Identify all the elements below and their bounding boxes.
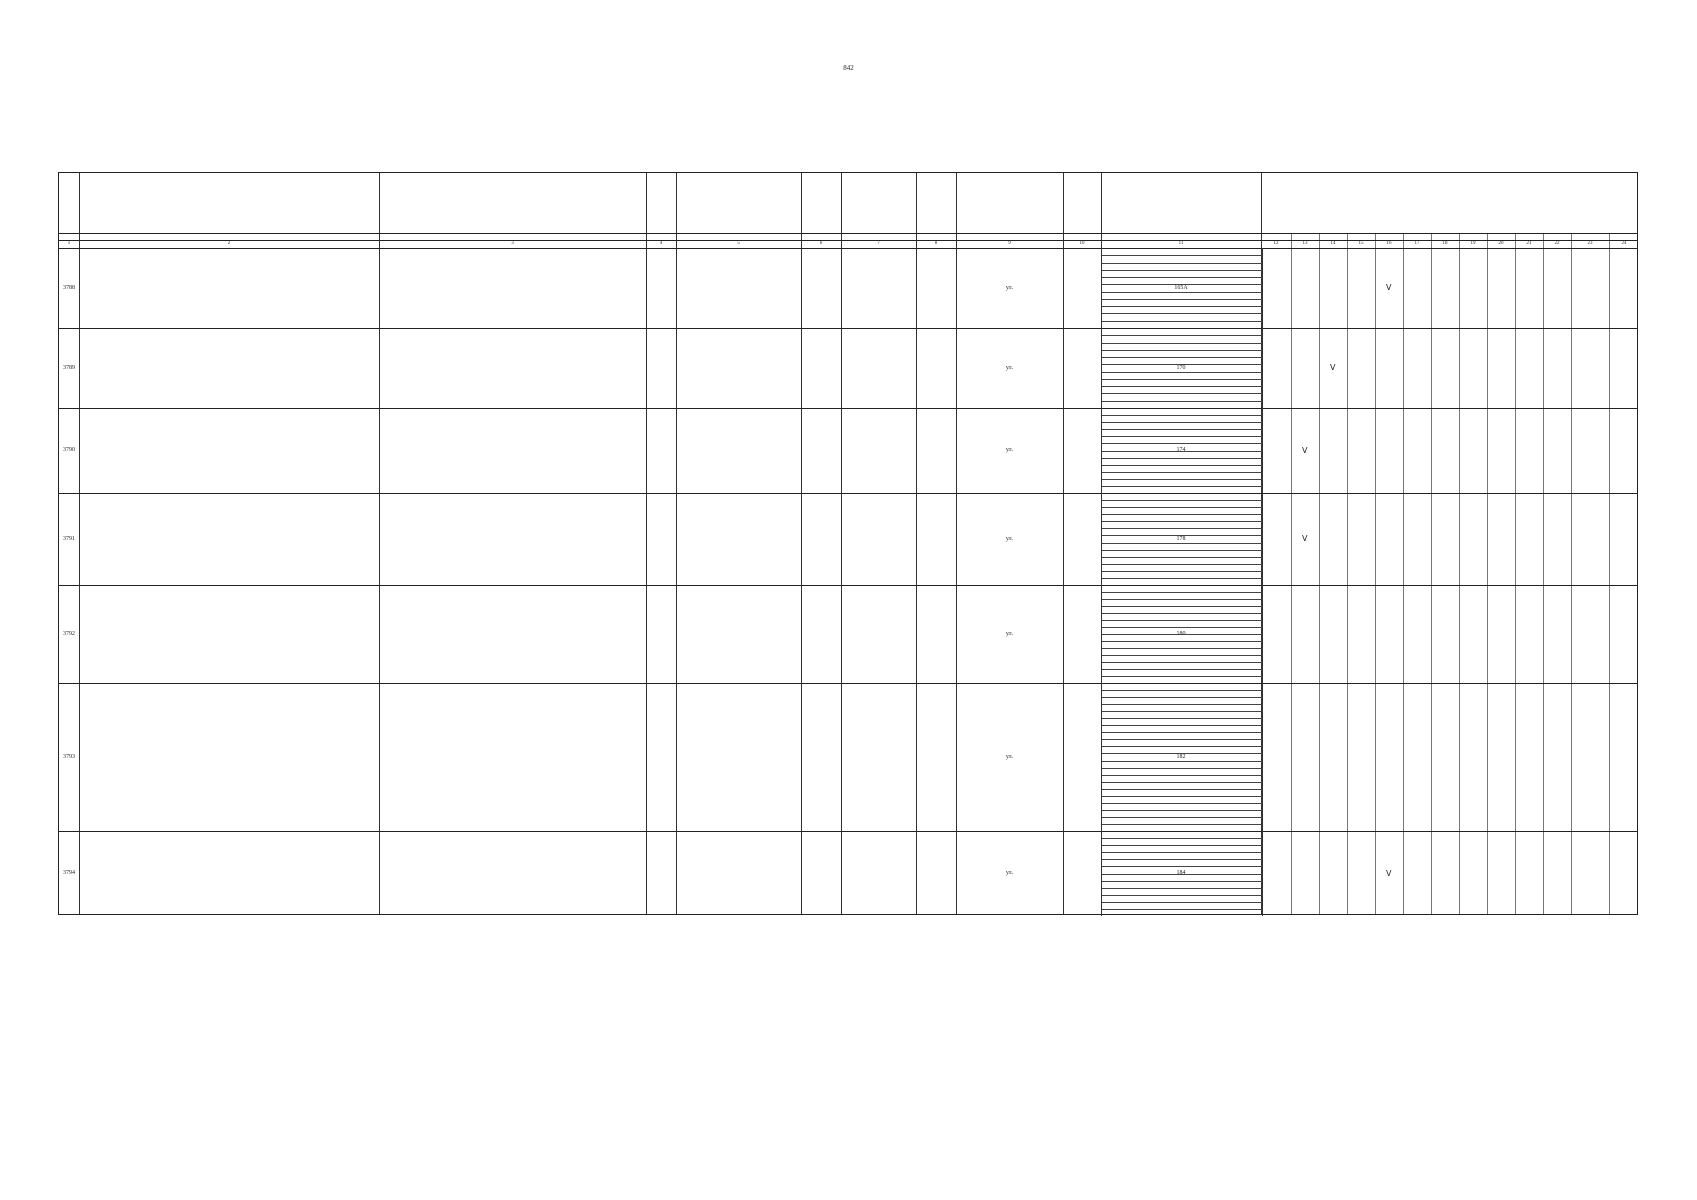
column-number: 23 bbox=[1587, 241, 1593, 247]
work-list-line bbox=[1102, 796, 1262, 797]
column-header-period bbox=[1261, 173, 1639, 233]
work-list-line bbox=[1102, 364, 1262, 365]
column-number: 19 bbox=[1470, 241, 1476, 247]
column-number: 5 bbox=[737, 241, 740, 247]
column-divider bbox=[676, 173, 677, 914]
capital-repair-table bbox=[58, 172, 1638, 915]
work-mark: V bbox=[1302, 445, 1308, 455]
year-range-label bbox=[1459, 233, 1487, 240]
work-list-line bbox=[1102, 335, 1262, 336]
column-header-1 bbox=[59, 173, 79, 233]
work-list-line bbox=[1102, 676, 1262, 677]
year-range-label bbox=[1347, 233, 1375, 240]
work-list-line bbox=[1102, 620, 1262, 621]
work-list-line bbox=[1102, 472, 1262, 473]
work-list-line bbox=[1102, 704, 1262, 705]
work-list-line bbox=[1102, 718, 1262, 719]
work-mark: V bbox=[1330, 363, 1336, 372]
work-list bbox=[1101, 683, 1263, 831]
work-list-line bbox=[1102, 507, 1262, 508]
work-list-line bbox=[1102, 535, 1262, 536]
work-list-line bbox=[1102, 458, 1262, 459]
column-number: 22 bbox=[1554, 241, 1560, 247]
column-number: 10 bbox=[1079, 241, 1085, 247]
column-header-4 bbox=[646, 173, 676, 233]
column-number: 7 bbox=[877, 241, 880, 247]
column-divider bbox=[1609, 233, 1610, 914]
year-range-label bbox=[1515, 233, 1543, 240]
column-divider bbox=[801, 173, 802, 914]
year-range-label bbox=[1291, 233, 1319, 240]
year-range-label bbox=[1375, 233, 1403, 240]
work-list-line bbox=[1102, 451, 1262, 452]
column-number: 18 bbox=[1442, 241, 1448, 247]
work-list-line bbox=[1102, 874, 1262, 875]
row-cell-house: 178 bbox=[1176, 535, 1186, 542]
column-number: 6 bbox=[819, 241, 823, 247]
row-cell-city bbox=[379, 248, 646, 328]
work-list-line bbox=[1102, 350, 1262, 351]
column-header-2 bbox=[79, 173, 379, 233]
work-list-line bbox=[1102, 690, 1262, 691]
work-list-line bbox=[1102, 866, 1262, 867]
column-header-3 bbox=[379, 173, 646, 233]
row-cell-house: 184 bbox=[1176, 870, 1186, 877]
column-divider bbox=[646, 173, 647, 914]
work-list-line bbox=[1102, 528, 1262, 529]
column-divider bbox=[841, 173, 842, 914]
work-list-line bbox=[1102, 543, 1262, 544]
column-number: 8 bbox=[934, 241, 938, 247]
work-list-line bbox=[1102, 255, 1262, 256]
work-list-line bbox=[1102, 592, 1262, 593]
work-list-line bbox=[1102, 343, 1262, 344]
work-list-line bbox=[1102, 321, 1262, 322]
column-number: 21 bbox=[1526, 241, 1532, 247]
year-range-label bbox=[1431, 233, 1459, 240]
work-list-line bbox=[1102, 599, 1262, 600]
row-cell-street bbox=[1063, 493, 1101, 585]
year-range-label bbox=[1319, 233, 1347, 240]
work-list-line bbox=[1102, 436, 1262, 437]
row-cell-street_type: ул. bbox=[1005, 535, 1014, 542]
work-list-line bbox=[1102, 550, 1262, 551]
work-mark: V bbox=[1386, 283, 1392, 292]
work-list-line bbox=[1102, 732, 1262, 733]
column-number: 3 bbox=[511, 241, 514, 247]
column-divider bbox=[1347, 233, 1348, 914]
work-list-line bbox=[1102, 852, 1262, 853]
row-cell-house: 165А bbox=[1174, 284, 1188, 291]
column-number: 24 bbox=[1621, 241, 1627, 247]
work-list-line bbox=[1102, 306, 1262, 307]
row-cell-street bbox=[1063, 831, 1101, 916]
column-header-10 bbox=[1063, 173, 1101, 233]
year-range-label bbox=[1571, 233, 1609, 240]
row-cell-id: 3791 bbox=[63, 535, 75, 542]
work-list-line bbox=[1102, 669, 1262, 670]
work-list-line bbox=[1102, 557, 1262, 558]
row-cell-street_type: ул. bbox=[1005, 447, 1014, 454]
work-list-line bbox=[1102, 393, 1262, 394]
work-list-line bbox=[1102, 443, 1262, 444]
column-number: 11 bbox=[1178, 241, 1184, 247]
work-list-line bbox=[1102, 895, 1262, 896]
work-list-line bbox=[1102, 429, 1262, 430]
work-list-line bbox=[1102, 514, 1262, 515]
work-list-line bbox=[1102, 902, 1262, 903]
work-list-line bbox=[1102, 845, 1262, 846]
work-list-line bbox=[1102, 263, 1262, 264]
work-list-line bbox=[1102, 641, 1262, 642]
work-list-line bbox=[1102, 578, 1262, 579]
row-cell-street bbox=[1063, 683, 1101, 831]
row-cell-id: 3792 bbox=[63, 630, 75, 637]
year-range-label bbox=[1403, 233, 1431, 240]
work-list-line bbox=[1102, 270, 1262, 271]
column-divider bbox=[916, 173, 917, 914]
work-list-line bbox=[1102, 500, 1262, 501]
work-list-line bbox=[1102, 782, 1262, 783]
work-list-line bbox=[1102, 888, 1262, 889]
work-list-line bbox=[1102, 803, 1262, 804]
work-list-line bbox=[1102, 379, 1262, 380]
work-list-line bbox=[1102, 401, 1262, 402]
row-cell-city bbox=[379, 493, 646, 585]
row-divider bbox=[59, 493, 1637, 494]
row-cell-city bbox=[379, 831, 646, 916]
work-list-line bbox=[1102, 881, 1262, 882]
work-list-line bbox=[1102, 299, 1262, 300]
work-list-line bbox=[1102, 789, 1262, 790]
row-cell-house: 180 bbox=[1176, 630, 1186, 637]
work-list-line bbox=[1102, 292, 1262, 293]
row-divider bbox=[59, 408, 1637, 409]
column-number: 15 bbox=[1358, 241, 1364, 247]
column-number: 12 bbox=[1273, 241, 1279, 247]
year-range-label bbox=[1487, 233, 1515, 240]
work-list-line bbox=[1102, 606, 1262, 607]
row-cell-id: 3789 bbox=[63, 364, 75, 371]
work-list-line bbox=[1102, 422, 1262, 423]
row-cell-street_type: ул. bbox=[1005, 753, 1014, 760]
row-cell-id: 3793 bbox=[63, 753, 75, 760]
column-header-11 bbox=[1101, 173, 1261, 233]
work-list-line bbox=[1102, 648, 1262, 649]
work-list-line bbox=[1102, 753, 1262, 754]
row-cell-street bbox=[1063, 408, 1101, 493]
work-list-line bbox=[1102, 909, 1262, 910]
row-cell-street bbox=[1063, 248, 1101, 328]
year-range-label bbox=[1609, 233, 1639, 240]
row-cell-city bbox=[379, 683, 646, 831]
column-number: 14 bbox=[1330, 241, 1336, 247]
work-list-line bbox=[1102, 838, 1262, 839]
column-number: 4 bbox=[659, 241, 663, 247]
work-list-line bbox=[1102, 313, 1262, 314]
work-list-line bbox=[1102, 761, 1262, 762]
column-header-7 bbox=[841, 173, 916, 233]
row-divider bbox=[59, 831, 1637, 832]
work-mark: V bbox=[1302, 534, 1308, 543]
row-cell-city bbox=[379, 585, 646, 683]
work-list-line bbox=[1102, 465, 1262, 466]
column-number: 9 bbox=[1008, 241, 1011, 247]
column-header-8 bbox=[916, 173, 956, 233]
work-list-line bbox=[1102, 627, 1262, 628]
row-cell-id: 3788 bbox=[63, 284, 75, 291]
work-list-line bbox=[1102, 768, 1262, 769]
work-list-line bbox=[1102, 613, 1262, 614]
column-header-9 bbox=[956, 173, 1063, 233]
column-divider bbox=[1515, 233, 1516, 914]
work-list bbox=[1101, 585, 1263, 683]
row-divider bbox=[59, 683, 1637, 684]
column-number: 2 bbox=[227, 241, 231, 247]
work-list-line bbox=[1102, 725, 1262, 726]
work-list-line bbox=[1102, 486, 1262, 487]
row-cell-street_type: ул. bbox=[1005, 630, 1014, 637]
column-number: 20 bbox=[1498, 241, 1504, 247]
column-divider bbox=[1431, 233, 1432, 914]
work-list-line bbox=[1102, 386, 1262, 387]
column-divider bbox=[1487, 233, 1488, 914]
work-list bbox=[1101, 248, 1263, 328]
work-mark: V bbox=[1386, 868, 1392, 878]
work-list-line bbox=[1102, 697, 1262, 698]
column-divider bbox=[1543, 233, 1544, 914]
work-list-line bbox=[1102, 571, 1262, 572]
work-list bbox=[1101, 831, 1263, 916]
work-list-line bbox=[1102, 415, 1262, 416]
column-number: 16 bbox=[1386, 241, 1392, 247]
row-cell-house: 182 bbox=[1176, 753, 1186, 760]
work-list-line bbox=[1102, 824, 1262, 825]
column-number: 1 bbox=[67, 241, 71, 247]
column-divider bbox=[1403, 233, 1404, 914]
work-list-line bbox=[1102, 521, 1262, 522]
column-divider bbox=[1375, 233, 1376, 914]
row-cell-street bbox=[1063, 328, 1101, 408]
work-list bbox=[1101, 493, 1263, 585]
column-divider bbox=[1571, 233, 1572, 914]
work-list-line bbox=[1102, 655, 1262, 656]
row-cell-street bbox=[1063, 585, 1101, 683]
work-list bbox=[1101, 328, 1263, 408]
row-cell-street_type: ул. bbox=[1005, 364, 1014, 371]
page-number: 842 bbox=[843, 64, 854, 72]
column-divider bbox=[79, 173, 80, 914]
work-list-line bbox=[1102, 817, 1262, 818]
row-cell-house: 174 bbox=[1176, 447, 1186, 454]
row-cell-street_type: ул. bbox=[1005, 284, 1014, 291]
column-divider bbox=[1319, 233, 1320, 914]
work-list-line bbox=[1102, 711, 1262, 712]
row-cell-id: 3790 bbox=[63, 447, 75, 454]
work-list-line bbox=[1102, 775, 1262, 776]
work-list-line bbox=[1102, 277, 1262, 278]
work-list-line bbox=[1102, 739, 1262, 740]
row-cell-city bbox=[379, 328, 646, 408]
work-list bbox=[1101, 408, 1263, 493]
row-cell-street_type: ул. bbox=[1005, 870, 1014, 877]
column-header-5 bbox=[676, 173, 801, 233]
work-list-line bbox=[1102, 859, 1262, 860]
row-divider bbox=[59, 328, 1637, 329]
column-divider bbox=[1459, 233, 1460, 914]
work-list-line bbox=[1102, 372, 1262, 373]
work-list-line bbox=[1102, 662, 1262, 663]
row-cell-id: 3794 bbox=[63, 870, 75, 877]
work-list-line bbox=[1102, 357, 1262, 358]
work-list-line bbox=[1102, 746, 1262, 747]
work-list-line bbox=[1102, 810, 1262, 811]
work-list-line bbox=[1102, 564, 1262, 565]
column-number: 17 bbox=[1414, 241, 1420, 247]
work-list-line bbox=[1102, 284, 1262, 285]
year-range-label bbox=[1261, 233, 1291, 240]
column-header-6 bbox=[801, 173, 841, 233]
row-cell-city bbox=[379, 408, 646, 493]
work-list-line bbox=[1102, 634, 1262, 635]
row-divider bbox=[59, 585, 1637, 586]
column-number: 13 bbox=[1302, 241, 1308, 247]
work-list-line bbox=[1102, 479, 1262, 480]
row-cell-house: 170 bbox=[1176, 364, 1186, 371]
year-range-label bbox=[1543, 233, 1571, 240]
header-divider bbox=[59, 248, 1637, 249]
column-divider bbox=[1291, 233, 1292, 914]
